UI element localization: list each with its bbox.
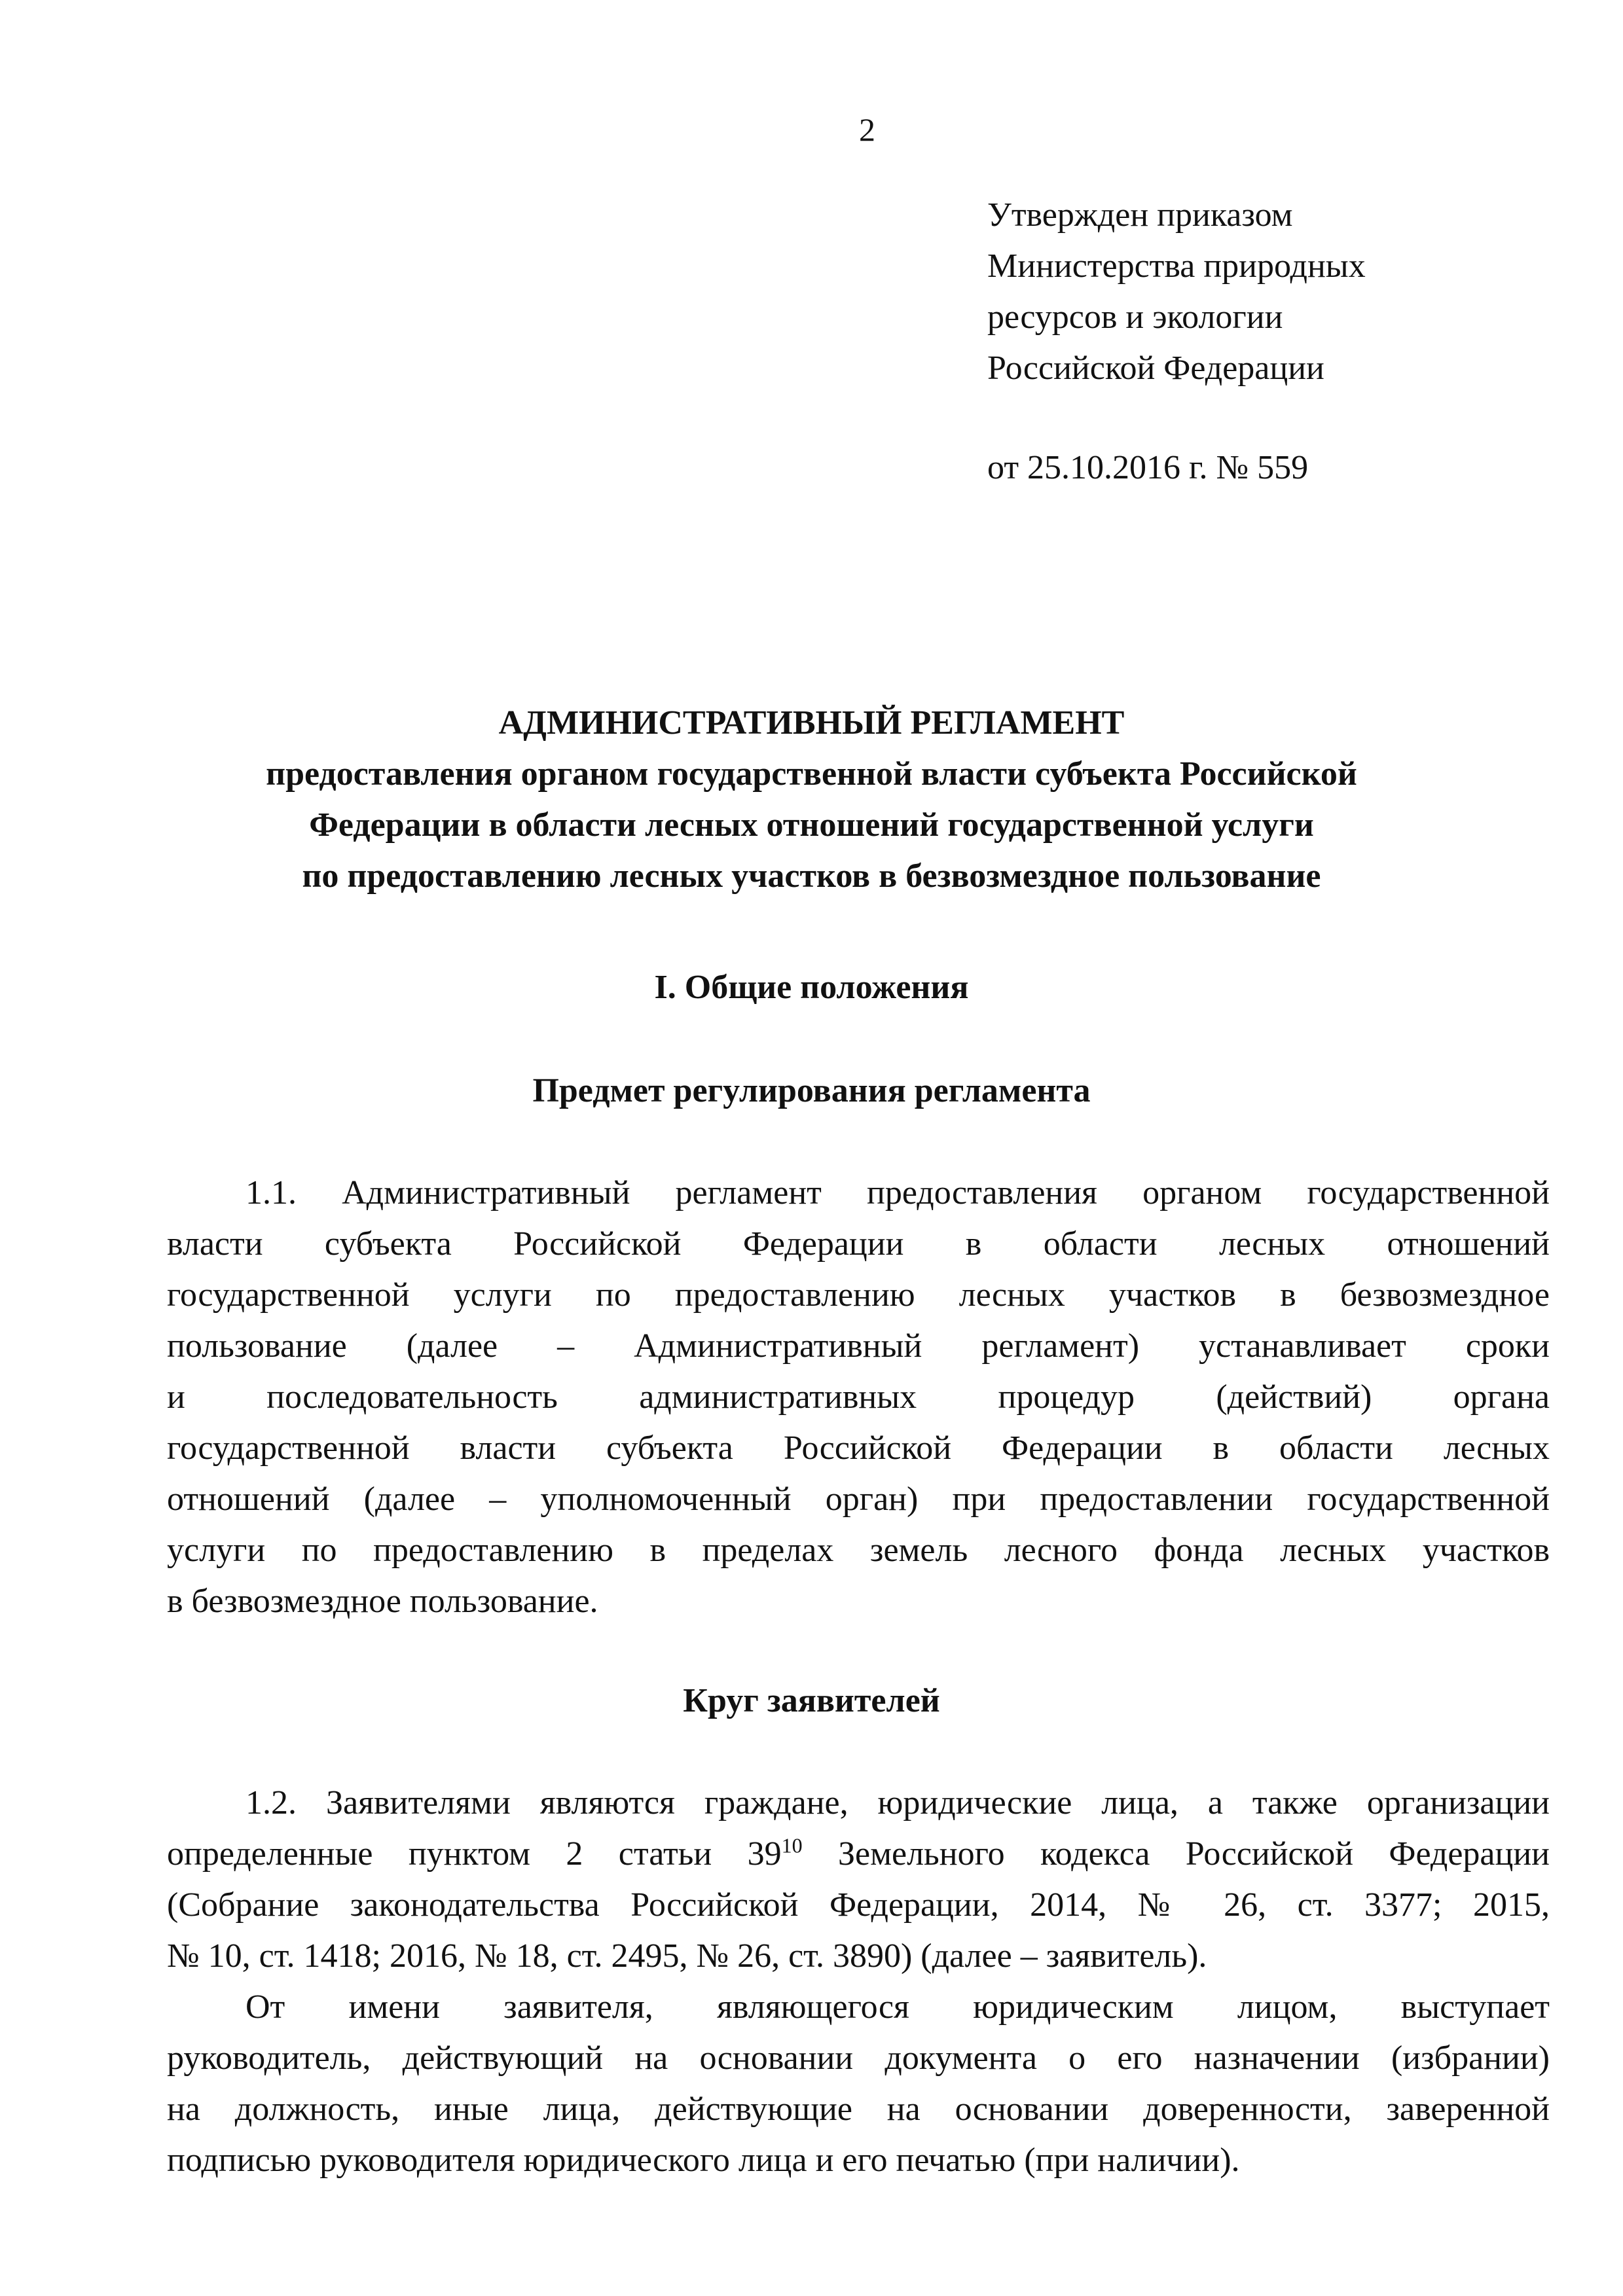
- paragraph-line: (Собрание законодательства Российской Федерации, 2014, № 26, ст. 3377; 2015,: [167, 1886, 1550, 1924]
- section-heading: I. Общие положения: [654, 969, 969, 1006]
- approval-line: Министерства природных: [987, 247, 1366, 285]
- paragraph-line: на должность, иные лица, действующие на основании доверенности, заверенной: [167, 2090, 1550, 2128]
- approval-line: ресурсов и экологии: [987, 298, 1283, 336]
- paragraph-line: 1.2. Заявителями являются граждане, юридические лица, а также организации: [246, 1784, 1550, 1821]
- paragraph-1-2-continued: [167, 1982, 1550, 2186]
- paragraph-line: От имени заявителя, являющегося юридическим лицом, выступает: [246, 1988, 1550, 2026]
- paragraph-line: в безвозмездное пользование.: [167, 1583, 598, 1620]
- paragraph-line: [167, 1829, 1550, 1880]
- paragraph-line: отношений (далее – уполномоченный орган) при предоставлении государственной: [167, 1480, 1550, 1518]
- superscript: 10: [781, 1833, 803, 1857]
- paragraph-line: руководитель, действующий на основании документа о его назначении (избрании): [167, 2039, 1550, 2077]
- paragraph-line: власти субъекта Российской Федерации в области лесных отношений: [167, 1225, 1550, 1263]
- page-number: 2: [859, 111, 875, 148]
- paragraph-1-1: [167, 1168, 1550, 1627]
- document-title: [0, 698, 1623, 902]
- paragraph-line: и последовательность административных процедур (действий) органа: [167, 1378, 1550, 1416]
- approval-stamp: [987, 190, 1366, 394]
- subsection-heading: Круг заявителей: [683, 1682, 940, 1719]
- paragraph-line: услуги по предоставлению в пределах земель лесного фонда лесных участков: [167, 1532, 1550, 1569]
- title-line: Федерации в области лесных отношений государственной услуги: [309, 806, 1314, 844]
- title-line: предоставления органом государственной власти субъекта Российской: [266, 755, 1357, 793]
- text-fragment: определенные пунктом 2 статьи 39: [167, 1835, 782, 1873]
- paragraph-line: пользование (далее – Административный регламент) устанавливает сроки: [167, 1327, 1550, 1365]
- approval-line: Российской Федерации: [987, 350, 1324, 387]
- title-line: по предоставлению лесных участков в безвозмездное пользование: [302, 857, 1321, 895]
- paragraph-line: государственной власти субъекта Российской Федерации в области лесных: [167, 1429, 1550, 1467]
- paragraph-line: 1.1. Административный регламент предоставления органом государственной: [246, 1174, 1550, 1211]
- subsection-heading: Предмет регулирования регламента: [532, 1072, 1091, 1109]
- approval-date: от 25.10.2016 г. № 559: [987, 449, 1309, 486]
- text-fragment: Земельного кодекса Российской Федерации: [802, 1835, 1550, 1873]
- paragraph-line: № 10, ст. 1418; 2016, № 18, ст. 2495, № 26, ст. 3890) (далее – заявитель).: [167, 1937, 1207, 1975]
- paragraph-line: государственной услуги по предоставлению лесных участков в безвозмездное: [167, 1276, 1550, 1314]
- paragraph-line: подписью руководителя юридического лица и его печатью (при наличии).: [167, 2142, 1240, 2179]
- paragraph-1-2: [167, 1778, 1550, 1982]
- title-line: АДМИНИСТРАТИВНЫЙ РЕГЛАМЕНТ: [498, 704, 1125, 742]
- approval-line: Утвержден приказом: [987, 196, 1293, 234]
